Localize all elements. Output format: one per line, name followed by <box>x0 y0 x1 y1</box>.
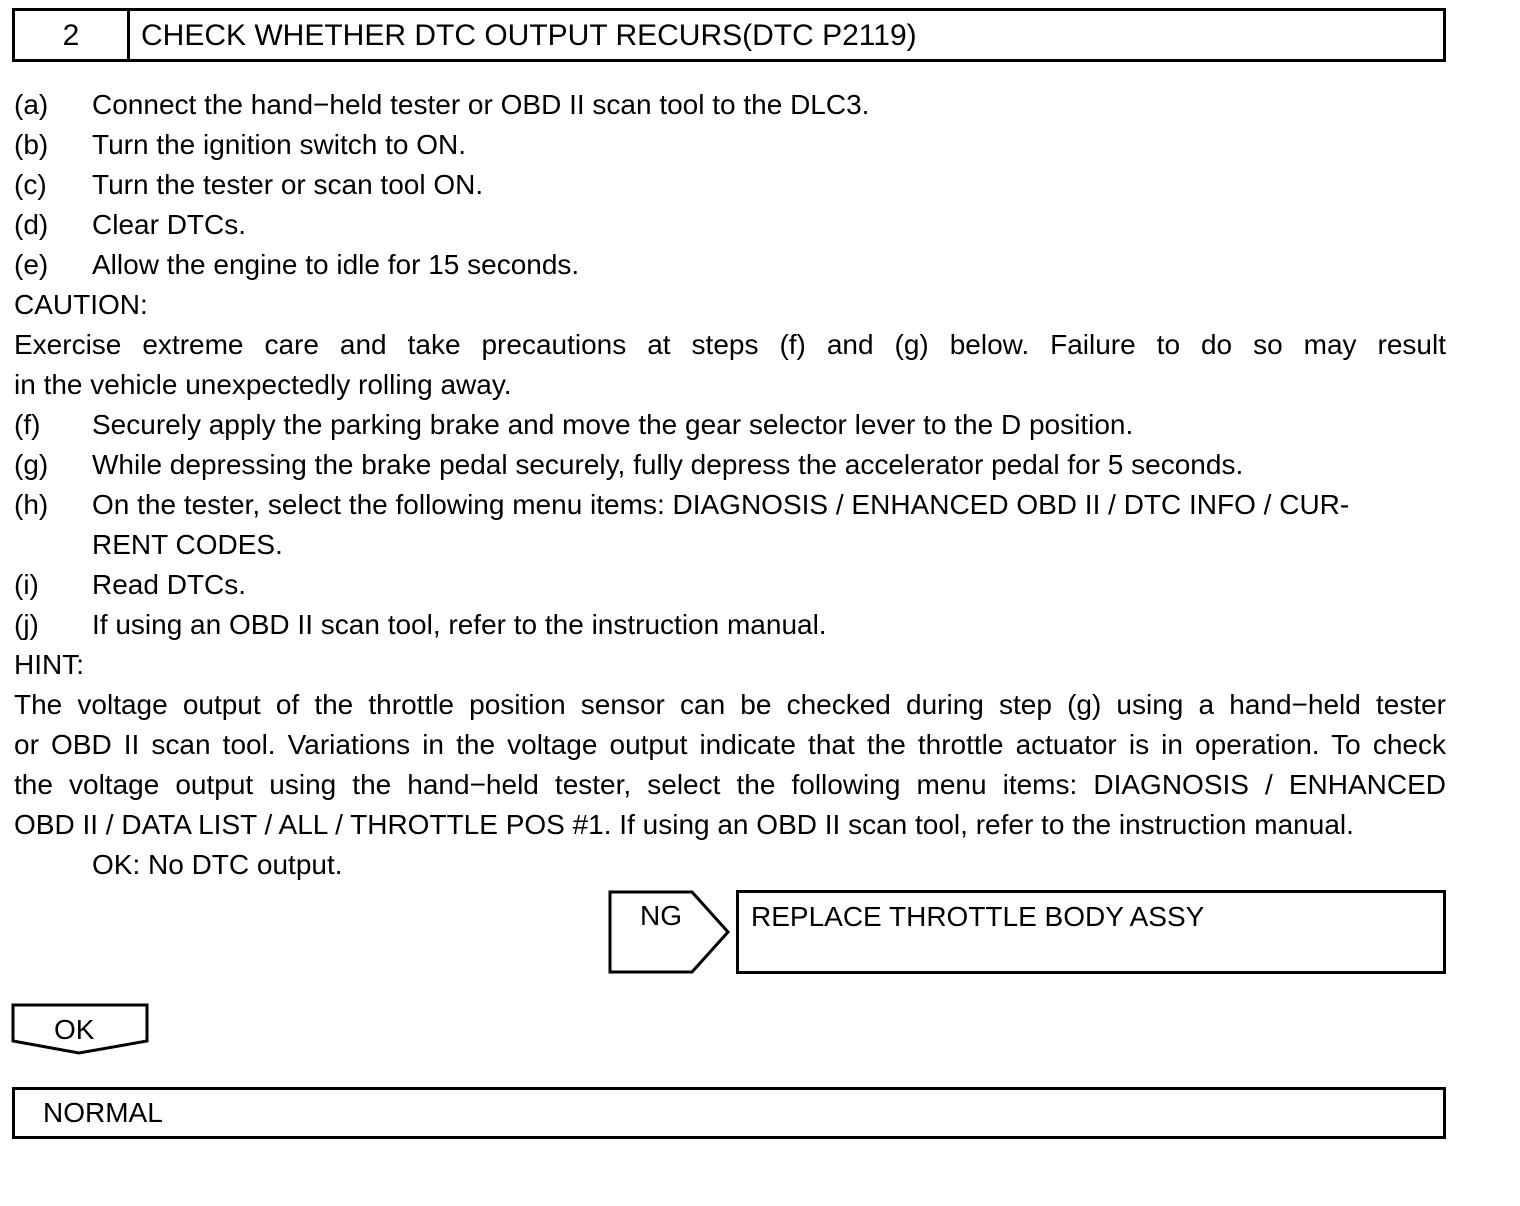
step-text: Read DTCs. <box>92 569 247 600</box>
step-title: CHECK WHETHER DTC OUTPUT RECURS(DTC P2119) <box>141 19 917 52</box>
step-text: Connect the hand−held tester or OBD II scan tool to the DLC3. <box>92 89 870 120</box>
step-text: On the tester, select the following menu items: DIAGNOSIS / ENHANCED OBD II / DTC INFO / CUR- <box>92 489 1350 520</box>
step-text-continued: RENT CODES. <box>92 529 283 560</box>
step-label: (g) <box>14 449 49 480</box>
step-label: (e) <box>14 249 49 280</box>
hint-line: OBD II / DATA LIST / ALL / THROTTLE POS #1. If using an OBD II scan tool, refer to the instruction manual. <box>14 809 1354 840</box>
caution-line: in the vehicle unexpectedly rolling away. <box>14 369 512 400</box>
step-text: Securely apply the parking brake and move the gear selector lever to the D position. <box>92 409 1134 440</box>
step-label: (d) <box>14 209 49 240</box>
step-label: (b) <box>14 129 49 160</box>
hint-line: the voltage output using the hand−held tester, select the following menu items: DIAGNOSIS / ENHANCED <box>14 769 1446 800</box>
step-number: 2 <box>15 11 130 59</box>
step-text: While depressing the brake pedal securely, fully depress the accelerator pedal for 5 seconds. <box>92 449 1244 480</box>
hint-line: The voltage output of the throttle position sensor can be checked during step (g) using a hand−held tester <box>14 689 1446 720</box>
hint-heading: HINT: <box>14 649 84 680</box>
step-text: Turn the ignition switch to ON. <box>92 129 467 160</box>
step-label: (c) <box>14 169 47 200</box>
step-text: Clear DTCs. <box>92 209 247 240</box>
ng-label: NG <box>640 900 682 931</box>
step-label: (h) <box>14 489 49 520</box>
step-text: Allow the engine to idle for 15 seconds. <box>92 249 580 280</box>
ok-result-box <box>12 1087 1446 1139</box>
ok-result-text: NORMAL <box>43 1097 163 1128</box>
step-text: If using an OBD II scan tool, refer to the instruction manual. <box>92 609 827 640</box>
step-label: (a) <box>14 89 49 120</box>
step-text: Turn the tester or scan tool ON. <box>92 169 484 200</box>
step-header <box>12 8 1446 62</box>
ok-condition: OK: No DTC output. <box>92 849 343 880</box>
step-label: (j) <box>14 609 39 640</box>
ok-label: OK <box>54 1014 95 1045</box>
ng-action-text: REPLACE THROTTLE BODY ASSY <box>751 901 1205 932</box>
step-label: (f) <box>14 409 41 440</box>
step-label: (i) <box>14 569 39 600</box>
hint-line: or OBD II scan tool. Variations in the voltage output indicate that the throttle actuator is in operation. To check <box>14 729 1446 760</box>
ng-action-box <box>736 890 1446 974</box>
caution-heading: CAUTION: <box>14 289 148 320</box>
caution-line: Exercise extreme care and take precautions at steps (f) and (g) below. Failure to do so may result <box>14 329 1446 360</box>
